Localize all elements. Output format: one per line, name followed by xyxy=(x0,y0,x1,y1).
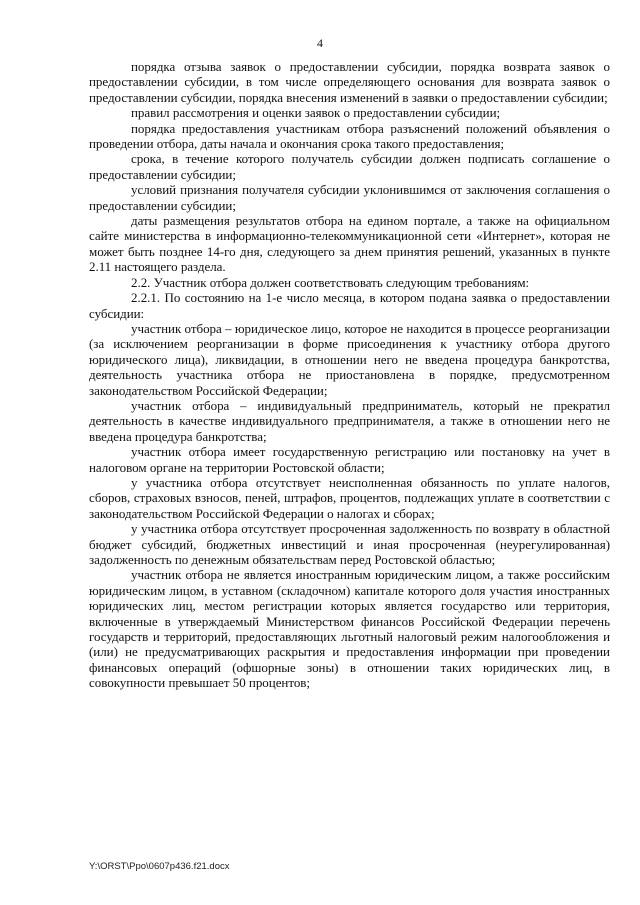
paragraph: 2.2.1. По состоянию на 1-е число месяца, в котором подана заявка о предоставлении субсидии: xyxy=(89,290,610,321)
paragraph: у участника отбора отсутствует неисполненная обязанность по уплате налогов, сборов, страховых взносов, пеней, штрафов, процентов, подлежащих уплате в соответствии с законодательством Российской Федерации о налогах и сборах; xyxy=(89,474,610,521)
paragraph: даты размещения результатов отбора на едином портале, а также на официальном сайте министерства в информационно-телекоммуникационной сети «Интернет», которая не может быть позднее 14-го дня, следующего за днем принятия решений, указанных в пункте 2.11 настоящего раздела. xyxy=(89,213,610,275)
paragraph: условий признания получателя субсидии уклонившимся от заключения соглашения о предоставлении субсидии; xyxy=(89,182,610,213)
paragraph: порядка предоставления участникам отбора разъяснений положений объявления о проведении отбора, даты начала и окончания срока такого предоставления; xyxy=(89,120,610,152)
paragraph: срока, в течение которого получатель субсидии должен подписать соглашение о предоставлении субсидии; xyxy=(89,151,610,182)
paragraph: участник отбора имеет государственную регистрацию или постановку на учет в налоговом органе на территории Ростовской области; xyxy=(89,444,610,475)
paragraph: участник отбора не является иностранным юридическим лицом, а также российским юридическим лицом, в уставном (складочном) капитале которого доля участия иностранных юридических лиц, местом регистрации которых является государство или территория, включенные в утверждаемый Министерством финансов Российской Федерации перечень государств и территорий, предоставляющих льготный налоговый режим налогообложения и (или) не предусматривающих раскрытия и предоставления информации при проведении финансовых операций (офшорные зоны) в отношении таких юридических лиц, в совокупности превышает 50 процентов; xyxy=(89,567,610,691)
paragraph: участник отбора – индивидуальный предприниматель, который не прекратил деятельность в качестве индивидуального предпринимателя, а также в отношении него не введена процедура банкротства; xyxy=(89,397,610,444)
paragraph: участник отбора – юридическое лицо, которое не находится в процессе реорганизации (за исключением реорганизации в форме присоединения к участнику отбора другого юридического лица), ликвидации, в отношении него не введена процедура банкротства, деятельность участника отбора не приостановлена в порядке, предусмотренном законодательством Российской Федерации; xyxy=(89,320,610,398)
page-number: 4 xyxy=(317,36,323,50)
document-body xyxy=(89,59,610,691)
section-heading: 2.2. Участник отбора должен соответствовать следующим требованиям: xyxy=(131,274,530,290)
paragraph: у участника отбора отсутствует просроченная задолженность по возврату в областной бюджет субсидий, бюджетных инвестиций и иная просроченная (неурегулированная) задолженность по денежным обязательствам перед Ростовской областью; xyxy=(89,521,610,567)
paragraph: правил рассмотрения и оценки заявок о предоставлении субсидии; xyxy=(131,105,501,121)
paragraph: порядка отзыва заявок о предоставлении субсидии, порядка возврата заявок о предоставлении субсидии, в том числе определяющего основания для возврата заявок о предоставлении субсидии, порядка внесения изменений в заявки о предоставлении субсидии; xyxy=(89,59,610,105)
file-path-footer: Y:\ORST\Ppo\0607p436.f21.docx xyxy=(89,861,230,872)
